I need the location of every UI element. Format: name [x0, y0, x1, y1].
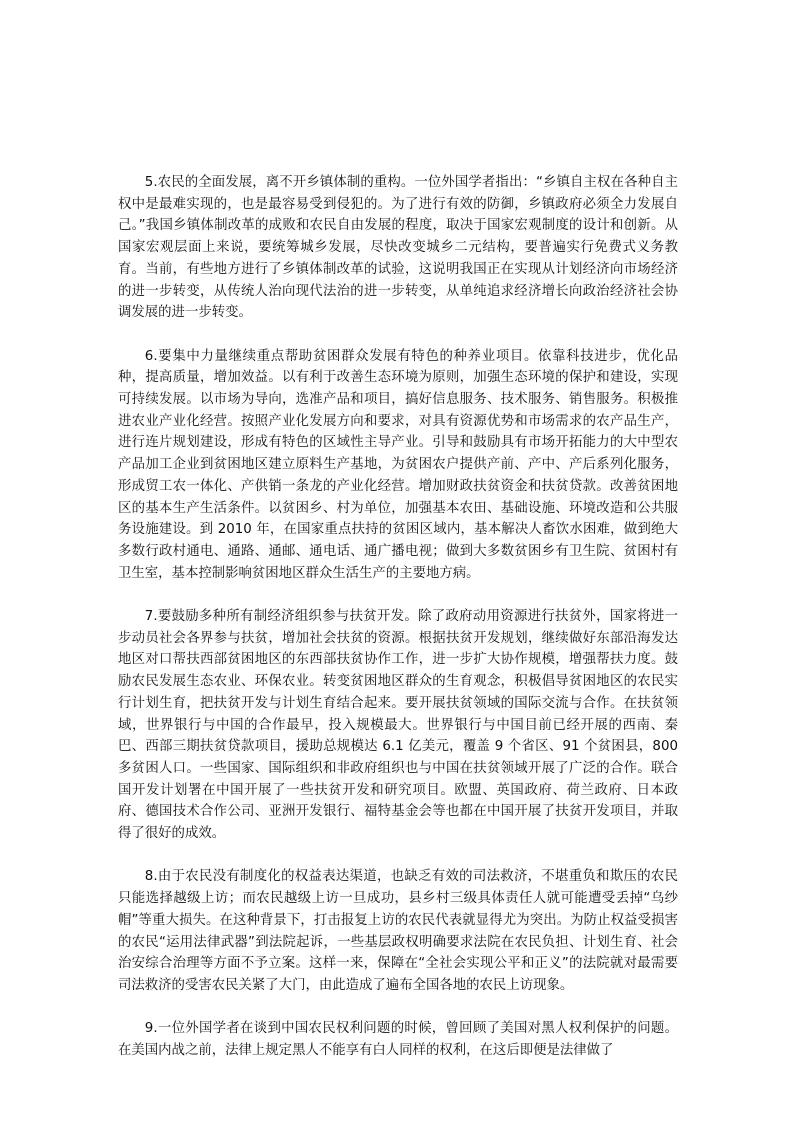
document-body	[118, 172, 678, 1083]
paragraph-9: 9.一位外国学者在谈到中国农民权利问题的时候，曾回顾了美国对黑人权利保护的问题。在美国内战之前，法律上规定黑人不能享有白人同样的权利，在这后即便是法律做了	[118, 1021, 678, 1059]
paragraph-8: 8.由于农民没有制度化的权益表达渠道，也缺乏有效的司法救济，不堪重负和欺压的农民只能选择越级上访；而农民越级上访一旦成功，县乡村三级具体责任人就可能遭受丢掉“乌纱帽”等重大损失。在这种背景下，打击报复上访的农民代表就显得尤为突出。为防止权益受损害的农民“运用法律武器”到法院起诉，一些基层政权明确要求法院在农民负担、计划生育、社会治安综合治理等方面不予立案。这样一来，保障在“全社会实现公平和正义”的法院就对最需要司法救济的受害农民关紧了大门，由此造成了遍布全国各地的农民上访现象。	[118, 869, 678, 993]
paragraph-5: 5.农民的全面发展，离不开乡镇体制的重构。一位外国学者指出：“乡镇自主权在各种自主权中是最难实现的，也是最容易受到侵犯的。为了进行有效的防御，乡镇政府必须全力发展自己。”我国乡镇体制改革的成败和农民自由发展的程度，取决于国家宏观制度的设计和创新。从国家宏观层面上来说，要统筹城乡发展，尽快改变城乡二元结构，要普遍实行免费式义务教育。当前，有些地方进行了乡镇体制改革的试验，这说明我国正在实现从计划经济向市场经济的进一步转变，从传统人治向现代法治的进一步转变，从单纯追求经济增长向政治经济社会协调发展的进一步转变。	[118, 175, 678, 321]
paragraph-6: 6.要集中力量继续重点帮助贫困群众发展有特色的种养业项目。依靠科技进步，优化品种，提高质量，增加效益。以有利于改善生态环境为原则，加强生态环境的保护和建设，实现可持续发展。以市场为导向，选准产品和项目，搞好信息服务、技术服务、销售服务。积极推进农业产业化经营。按照产业化发展方向和要求，对具有资源优势和市场需求的农产品生产，进行连片规划建设，形成有特色的区域性主导产业。引导和鼓励具有市场开拓能力的大中型农产品加工企业到贫困地区建立原料生产基地，为贫困农户提供产前、产中、产后系列化服务，形成贸工农一体化、产供销一条龙的产业化经营。增加财政扶贫资金和扶贫贷款。改善贫困地区的基本生产生活条件。以贫困乡、村为单位，加强基本农田、基础设施、环境改造和公共服务设施建设。到 2010 年，在国家重点扶持的贫困区域内，基本解决人畜饮水困难，做到绝大多数行政村通电、通路、通邮、通电话、通广播电视；做到大多数贫困乡有卫生院、贫困村有卫生室，基本控制影响贫困地区群众生活生产的主要地方病。	[118, 348, 678, 581]
paragraph-7: 7.要鼓励多种所有制经济组织参与扶贫开发。除了政府动用资源进行扶贫外，国家将进一步动员社会各界参与扶贫，增加社会扶贫的资源。根据扶贫开发规划，继续做好东部沿海发达地区对口帮扶西部贫困地区的东西部扶贫协作工作，进一步扩大协作规模，增强帮扶力度。鼓励农民发展生态农业、环保农业。转变贫困地区群众的生育观念，积极倡导贫困地区的农民实行计划生育，把扶贫开发与计划生育结合起来。要开展扶贫领域的国际交流与合作。在扶贫领域，世界银行与中国的合作最早，投入规模最大。世界银行与中国目前已经开展的西南、秦巴、西部三期扶贫贷款项目，援助总规模达 6.1 亿美元，覆盖 9 个省区、91 个贫困县，800 多贫困人口。一些国家、国际组织和非政府组织也与中国在扶贫领域开展了广泛的合作。联合国开发计划署在中国开展了一些扶贫开发和研究项目。欧盟、英国政府、荷兰政府、日本政府、德国技术合作公司、亚洲开发银行、福特基金会等也都在中国开展了扶贫开发项目，并取得了很好的成效。	[118, 609, 678, 842]
